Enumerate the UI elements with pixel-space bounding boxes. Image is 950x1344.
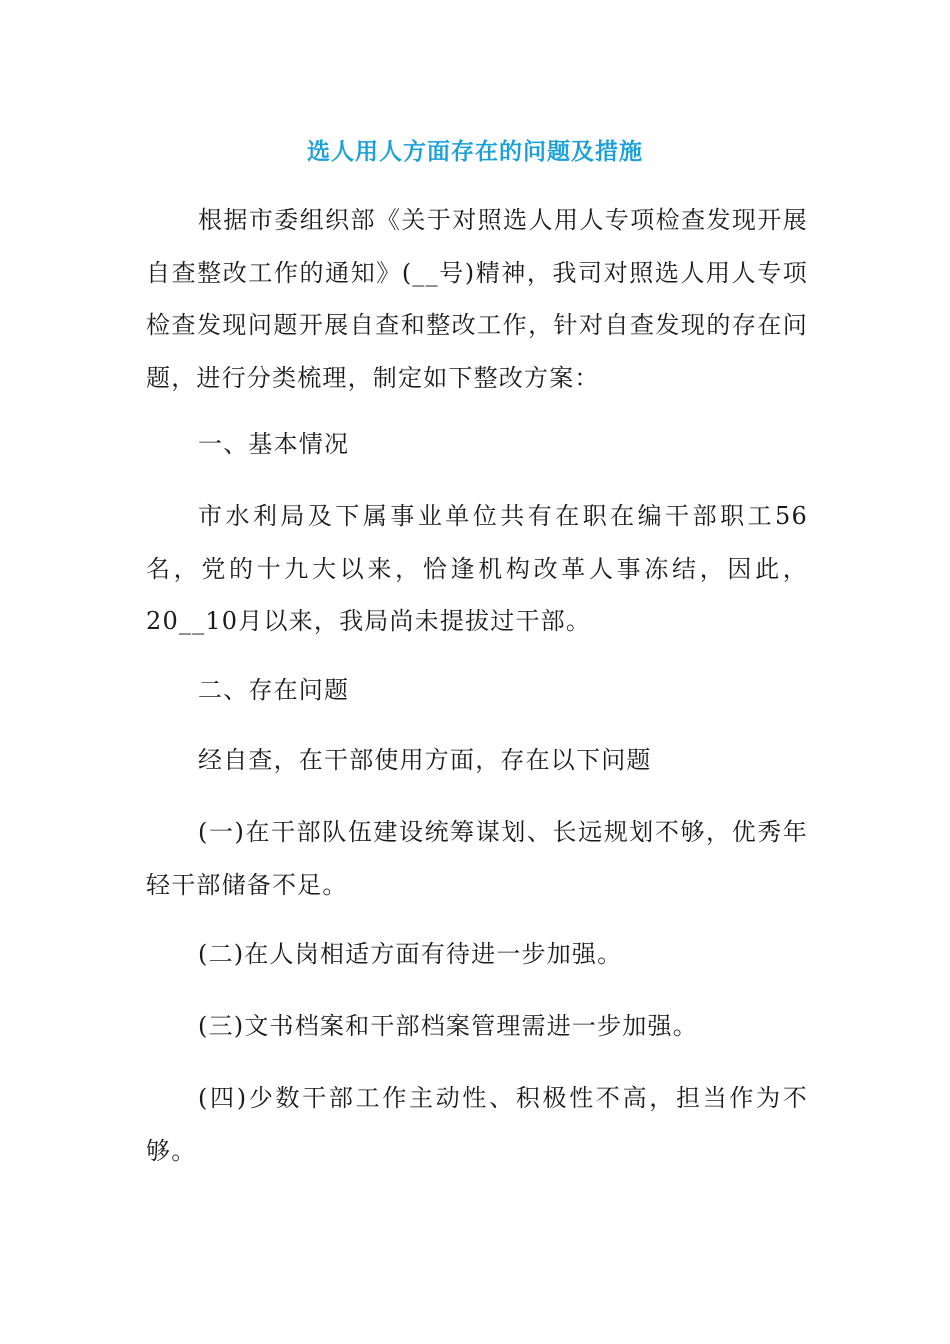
problems-intro-paragraph: 经自查，在干部使用方面，存在以下问题 [198, 746, 652, 774]
intro-paragraph: 根据市委组织部《关于对照选人用人专项检查发现开展自查整改工作的通知》(__号)精神，我司对照选人用人专项检查发现问题开展自查和整改工作，针对自查发现的存在问题，进行分类梳理，制定如下整改方案： [146, 206, 808, 392]
problem-item-2: (二)在人岗相适方面有待进一步加强。 [198, 940, 623, 968]
document-title: 选人用人方面存在的问题及措施 [307, 138, 643, 165]
section-heading-basic-situation: 一、基本情况 [198, 430, 350, 458]
basic-situation-paragraph: 市水利局及下属事业单位共有在职在编干部职工56名，党的十九大以来，恰逢机构改革人事冻结，因此，20__10月以来，我局尚未提拔过干部。 [146, 502, 808, 635]
section-heading-problems: 二、存在问题 [198, 676, 350, 704]
problem-item-4: (四)少数干部工作主动性、积极性不高，担当作为不够。 [146, 1084, 808, 1165]
problem-item-3: (三)文书档案和干部档案管理需进一步加强。 [198, 1012, 698, 1040]
problem-item-1: (一)在干部队伍建设统筹谋划、长远规划不够，优秀年轻干部储备不足。 [146, 818, 808, 899]
